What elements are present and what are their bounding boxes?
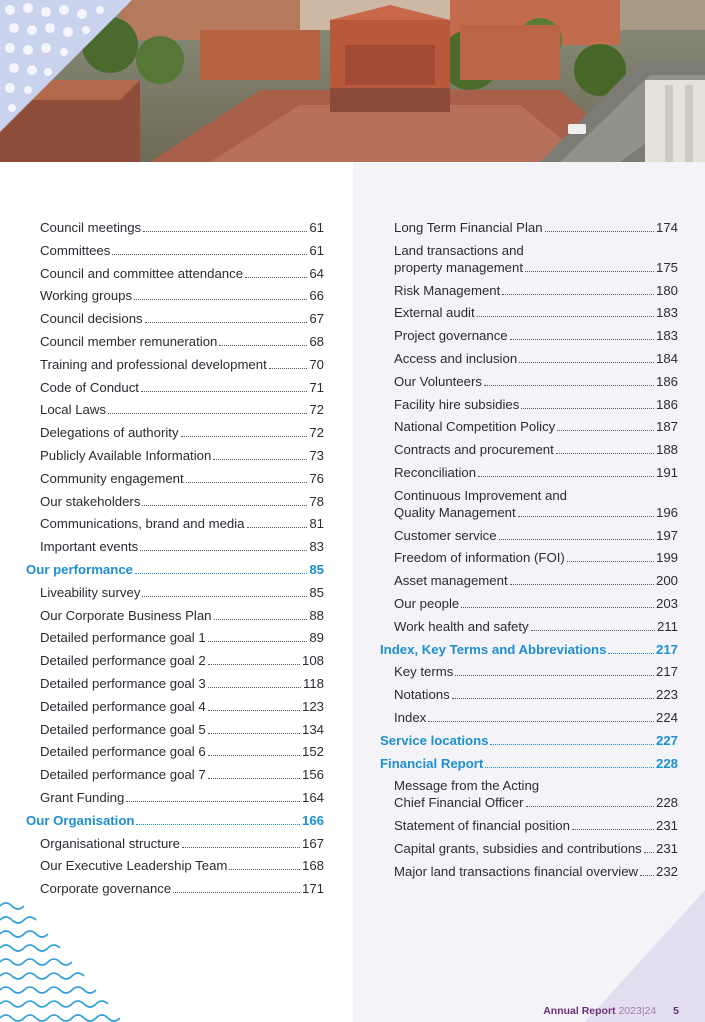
toc-page-number: 81 <box>309 516 324 532</box>
toc-page-number: 85 <box>309 562 324 577</box>
toc-entry-label: Service locations <box>380 732 489 748</box>
toc-entry-label: Our performance <box>26 562 133 577</box>
toc-page-number: 191 <box>655 465 678 480</box>
toc-entry[interactable] <box>394 487 678 521</box>
toc-page-number: 164 <box>301 790 324 805</box>
toc-entry-label: Reconciliation <box>394 465 477 480</box>
toc-entry-label: External audit <box>394 305 475 321</box>
toc-page-number: 183 <box>655 328 678 344</box>
toc-entry-label: Quality Management <box>394 504 516 520</box>
dot-leader <box>484 385 654 386</box>
toc-page-number: 85 <box>309 584 324 600</box>
toc-entry[interactable] <box>40 356 324 373</box>
toc-entry-label: Statement of financial position <box>394 818 570 834</box>
toc-entry-label: Contracts and procurement <box>394 442 554 458</box>
toc-entry[interactable] <box>40 857 324 874</box>
toc-entry[interactable] <box>40 447 324 464</box>
dot-leader <box>499 539 654 540</box>
page-footer <box>543 1005 679 1017</box>
toc-entry-label: Customer service <box>394 527 497 543</box>
toc-entry-label: Working groups <box>40 288 133 304</box>
toc-entry-label: Detailed performance goal 7 <box>40 767 206 783</box>
dot-leader <box>452 698 654 699</box>
toc-page-number: 134 <box>301 721 324 737</box>
dot-leader <box>108 413 307 414</box>
toc-entry-label: Index <box>394 710 427 725</box>
dot-leader <box>208 641 308 642</box>
dot-leader <box>510 339 654 340</box>
toc-page-number: 67 <box>309 311 324 327</box>
toc-entry-label: Long Term Financial Plan <box>394 220 543 235</box>
toc-entry[interactable] <box>394 219 678 236</box>
toc-entry-label: Our Volunteers <box>394 373 482 389</box>
dot-leader <box>525 271 654 272</box>
dot-leader <box>208 710 300 711</box>
dot-leader <box>478 476 654 477</box>
toc-entry-label-line1: Message from the Acting <box>394 778 540 794</box>
dot-leader <box>490 744 654 745</box>
toc-page-number: 88 <box>309 607 324 623</box>
toc-entry-label: Committees <box>40 242 111 258</box>
toc-page-number: 71 <box>309 379 324 395</box>
dot-leader <box>428 721 654 722</box>
toc-entry-label: Organisational structure <box>40 835 181 851</box>
toc-entry-label: Council member remuneration <box>40 334 218 349</box>
toc-entry[interactable] <box>394 441 678 458</box>
dot-leader <box>145 322 308 323</box>
dot-leader <box>182 847 300 848</box>
toc-page-number: 231 <box>655 818 678 834</box>
toc-page-number: 224 <box>655 710 678 725</box>
toc-entry[interactable] <box>40 333 324 350</box>
dot-leader <box>208 733 300 734</box>
toc-entry-label: Capital grants, subsidies and contributions <box>394 841 642 856</box>
toc-page-number: 156 <box>301 767 324 783</box>
dot-leader <box>181 436 308 437</box>
toc-entry-label-line1: Land transactions and <box>394 242 524 258</box>
dot-leader <box>214 619 308 620</box>
toc-page-number: 228 <box>655 755 678 771</box>
dot-leader <box>213 459 307 460</box>
dot-leader <box>545 231 654 232</box>
toc-entry-label: Detailed performance goal 5 <box>40 721 206 737</box>
toc-page-number: 83 <box>309 539 324 555</box>
toc-entry[interactable] <box>40 698 324 715</box>
dot-leader <box>142 596 307 597</box>
dot-leader <box>173 892 300 893</box>
toc-entry[interactable] <box>394 396 678 413</box>
toc-page-number: 168 <box>301 858 324 874</box>
dot-leader <box>526 806 654 807</box>
toc-page-number: 61 <box>309 220 324 235</box>
toc-page-number: 73 <box>309 448 324 463</box>
toc-entry-label: Work health and safety <box>394 618 529 634</box>
toc-entry-label: Liveability survey <box>40 584 141 600</box>
dot-leader <box>557 430 654 431</box>
toc-entry[interactable] <box>394 709 678 726</box>
dot-leader <box>510 584 654 585</box>
toc-entry-label: Training and professional development <box>40 356 267 372</box>
dot-leader <box>572 829 654 830</box>
toc-entry[interactable] <box>394 418 678 435</box>
toc-page-number: 166 <box>301 812 324 828</box>
toc-entry[interactable] <box>40 310 324 327</box>
toc-entry-label: Risk Management <box>394 282 501 298</box>
toc-entry[interactable] <box>40 607 324 624</box>
toc-page-number: 227 <box>655 732 678 748</box>
toc-entry-label: Key terms <box>394 664 454 680</box>
toc-entry[interactable] <box>40 515 324 532</box>
dot-leader <box>140 550 307 551</box>
dot-leader <box>502 294 654 295</box>
dot-leader <box>135 573 307 574</box>
toc-section-heading[interactable] <box>380 755 678 772</box>
toc-page-number: 70 <box>309 356 324 372</box>
toc-page-number: 196 <box>655 504 678 520</box>
footer-years: 2023|24 <box>618 1005 657 1017</box>
toc-entry[interactable] <box>394 350 678 367</box>
dot-leader <box>208 755 300 756</box>
toc-entry[interactable] <box>394 373 678 390</box>
toc-entry[interactable] <box>40 743 324 760</box>
toc-section-heading[interactable] <box>26 812 324 829</box>
toc-entry-label: Detailed performance goal 4 <box>40 698 206 714</box>
toc-entry[interactable] <box>394 663 678 680</box>
toc-page-number: 123 <box>301 698 324 714</box>
toc-page-number: 78 <box>309 493 324 509</box>
toc-entry[interactable] <box>40 629 324 646</box>
toc-page-number: 183 <box>655 305 678 321</box>
toc-entry-label: National Competition Policy <box>394 419 556 435</box>
dot-leader <box>229 869 300 870</box>
toc-entry-label: Index, Key Terms and Abbreviations <box>380 641 607 657</box>
toc-entry[interactable] <box>40 835 324 852</box>
toc-entry[interactable] <box>40 470 324 487</box>
dot-leader <box>461 607 654 608</box>
toc-entry[interactable] <box>40 675 324 692</box>
toc-entry[interactable] <box>394 863 678 880</box>
toc-entry[interactable] <box>40 880 324 897</box>
dot-leader <box>142 505 307 506</box>
page-number: 5 <box>673 1005 679 1017</box>
dot-leader <box>521 408 654 409</box>
toc-entry[interactable] <box>394 549 678 566</box>
toc-page-number: 171 <box>301 881 324 897</box>
toc-entry-label: Major land transactions financial overview <box>394 863 639 879</box>
toc-entry-label: Our Executive Leadership Team <box>40 858 228 874</box>
toc-entry-label: Access and inclusion <box>394 351 518 366</box>
dot-leader <box>112 254 307 255</box>
dot-leader <box>245 277 307 278</box>
toc-entry-label: Community engagement <box>40 470 184 486</box>
dot-leader <box>136 824 300 825</box>
toc-entry[interactable] <box>394 840 678 857</box>
dot-leader <box>477 316 654 317</box>
dot-leader <box>519 362 654 363</box>
toc-entry-label: Council meetings <box>40 220 142 235</box>
toc-page-number: 174 <box>655 220 678 235</box>
toc-entry[interactable] <box>394 817 678 834</box>
toc-page-number: 217 <box>655 664 678 680</box>
toc-entry[interactable] <box>40 401 324 418</box>
toc-page-number: 61 <box>309 242 324 258</box>
dot-leader <box>126 801 300 802</box>
toc-entry-label: Facility hire subsidies <box>394 396 520 412</box>
toc-entry-label: Publicly Available Information <box>40 448 212 463</box>
dot-leader <box>455 675 654 676</box>
toc-page-number: 76 <box>309 470 324 486</box>
toc-entry[interactable] <box>40 424 324 441</box>
toc-entry-label: Council and committee attendance <box>40 265 244 281</box>
toc-entry-label: Our stakeholders <box>40 493 141 509</box>
toc-page-number: 152 <box>301 744 324 760</box>
toc-entry[interactable] <box>40 379 324 396</box>
toc-section-heading[interactable] <box>26 561 324 578</box>
dot-leader <box>208 687 301 688</box>
toc-page-number: 118 <box>302 676 324 691</box>
dot-leader <box>208 664 300 665</box>
toc-page-number: 200 <box>655 573 678 589</box>
toc-page-number: 217 <box>655 641 678 657</box>
toc-entry-label: Council decisions <box>40 311 143 327</box>
toc-entry-label: Our Corporate Business Plan <box>40 607 212 623</box>
dot-leader <box>141 391 307 392</box>
dot-leader <box>567 561 654 562</box>
toc-entry-label: Detailed performance goal 1 <box>40 630 206 646</box>
toc-page-number: 89 <box>309 630 324 646</box>
toc-entry[interactable] <box>40 721 324 738</box>
toc-entry[interactable] <box>40 538 324 555</box>
toc-entry[interactable] <box>40 766 324 783</box>
dot-leader <box>531 630 655 631</box>
toc-entry[interactable] <box>40 265 324 282</box>
toc-entry[interactable] <box>40 789 324 806</box>
dot-leader <box>143 231 307 232</box>
toc-entry[interactable] <box>394 282 678 299</box>
toc-entry[interactable] <box>394 686 678 703</box>
toc-page-number: 180 <box>655 282 678 298</box>
toc-page-number: 199 <box>655 550 678 566</box>
toc-page-number: 72 <box>309 402 324 418</box>
toc-page-number: 68 <box>309 334 324 349</box>
toc-page-number: 167 <box>301 835 324 851</box>
toc-entry[interactable] <box>40 584 324 601</box>
toc-entry[interactable] <box>394 595 678 612</box>
dot-leader <box>556 453 654 454</box>
dot-leader <box>208 778 300 779</box>
toc-entry-label: Asset management <box>394 573 508 589</box>
toc-entry[interactable] <box>40 219 324 236</box>
toc-page-number: 108 <box>301 653 324 669</box>
toc-page-number: 223 <box>655 687 678 703</box>
toc-page-number: 197 <box>655 527 678 543</box>
toc-entry[interactable] <box>394 242 678 276</box>
toc-entry-label: Code of Conduct <box>40 379 139 395</box>
toc-page-number: 184 <box>655 351 678 366</box>
toc-entry[interactable] <box>394 618 678 635</box>
toc-entry-label: Grant Funding <box>40 790 125 805</box>
toc-entry-label: Important events <box>40 539 139 555</box>
toc-entry-label: Communications, brand and media <box>40 516 245 532</box>
toc-entry-label: Financial Report <box>380 755 484 771</box>
dot-leader <box>269 368 308 369</box>
toc-entry[interactable] <box>394 464 678 481</box>
toc-section-heading[interactable] <box>380 732 678 749</box>
toc-entry[interactable] <box>394 304 678 321</box>
footer-title: Annual Report <box>543 1005 616 1017</box>
toc-entry-label: Local Laws <box>40 402 106 418</box>
toc-entry[interactable] <box>394 572 678 589</box>
toc-entry-label: Delegations of authority <box>40 425 179 441</box>
toc-page-number: 186 <box>655 396 678 412</box>
dot-leader <box>485 767 654 768</box>
toc-page-number: 72 <box>309 425 324 441</box>
toc-entry-label: Notations <box>394 687 450 703</box>
toc-entry-label-line1: Continuous Improvement and <box>394 487 568 503</box>
dot-leader <box>186 482 308 483</box>
toc-entry-label: Project governance <box>394 328 508 344</box>
dot-leader <box>640 875 654 876</box>
dot-leader <box>247 527 308 528</box>
toc-entry[interactable] <box>40 652 324 669</box>
toc-entry-label: Chief Financial Officer <box>394 795 524 811</box>
toc-page-number: 228 <box>655 795 678 811</box>
toc-page-number: 66 <box>309 288 324 304</box>
toc-page-number: 64 <box>309 265 324 281</box>
toc-entry-label: property management <box>394 259 524 275</box>
toc-entry[interactable] <box>40 242 324 259</box>
toc-entry-label: Our Organisation <box>26 812 135 828</box>
toc-entry[interactable] <box>394 327 678 344</box>
toc-page-number: 203 <box>655 596 678 611</box>
toc-entry-label: Detailed performance goal 3 <box>40 676 206 691</box>
toc-entry-label: Our people <box>394 596 460 611</box>
toc-page-number: 232 <box>655 863 678 879</box>
toc-page-number: 186 <box>655 373 678 389</box>
toc-page-number: 231 <box>655 841 678 856</box>
toc-entry[interactable] <box>394 527 678 544</box>
dot-leader <box>134 299 307 300</box>
toc-entry[interactable] <box>40 493 324 510</box>
toc-page-number: 187 <box>655 419 678 435</box>
toc-section-heading[interactable] <box>380 641 678 658</box>
toc-entry-label: Detailed performance goal 2 <box>40 653 206 669</box>
toc-entry[interactable] <box>40 287 324 304</box>
dot-leader <box>219 345 307 346</box>
toc-entry-label: Detailed performance goal 6 <box>40 744 206 760</box>
toc-entry-label: Corporate governance <box>40 881 172 897</box>
toc-page-number: 188 <box>655 442 678 458</box>
dot-leader <box>644 852 654 853</box>
toc-entry[interactable] <box>394 777 678 811</box>
toc-page-number: 211 <box>656 618 678 634</box>
toc-entry-label: Freedom of information (FOI) <box>394 550 565 566</box>
dot-leader <box>518 516 654 517</box>
toc-page-number: 175 <box>655 259 678 275</box>
dot-leader <box>608 653 654 654</box>
